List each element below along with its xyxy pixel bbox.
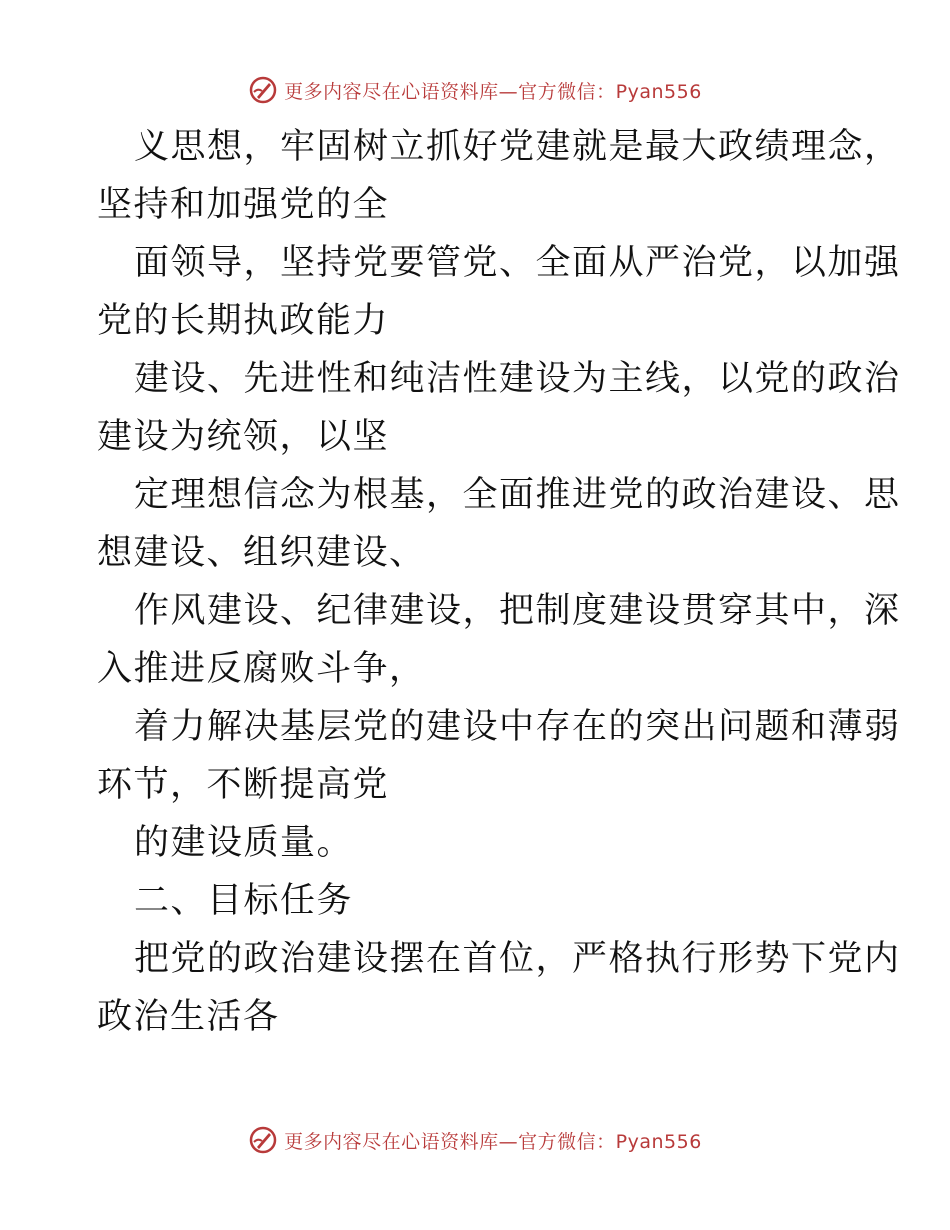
paragraph-line: 面领导，坚持党要管党、全面从严治党，以加强 [134, 243, 901, 283]
quill-circle-icon [248, 1125, 278, 1155]
footer-banner-text: 更多内容尽在心语资料库—官方微信：Pyan556 [284, 1130, 702, 1153]
paragraph [97, 814, 857, 872]
section-heading [97, 872, 857, 930]
paragraph [97, 234, 901, 350]
paragraph-line: 定理想信念为根基，全面推进党的政治建设、思 [134, 475, 901, 515]
paragraph-line: 把党的政治建设摆在首位，严格执行形势下党内 [134, 939, 901, 979]
paragraph [97, 930, 901, 1046]
paragraph-line: 建设、先进性和纯洁性建设为主线，以党的政治 [134, 359, 901, 399]
paragraph [97, 698, 901, 814]
paragraph [97, 118, 901, 234]
quill-circle-icon [248, 75, 278, 105]
paragraph-line: 想建设、组织建设、 [97, 533, 426, 573]
header-banner-text: 更多内容尽在心语资料库—官方微信：Pyan556 [284, 80, 702, 103]
paragraph-line: 义思想，牢固树立抓好党建就是最大政绩理念， [134, 127, 901, 167]
document-body [97, 118, 901, 1046]
footer-banner [0, 1122, 950, 1158]
header-banner [0, 72, 950, 108]
paragraph-line: 作风建设、纪律建设，把制度建设贯穿其中，深 [134, 591, 901, 631]
section-heading-text: 二、目标任务 [134, 881, 354, 921]
paragraph-line: 党的长期执政能力 [97, 301, 390, 341]
paragraph [97, 582, 901, 698]
paragraph-line: 着力解决基层党的建设中存在的突出问题和薄弱 [134, 707, 901, 747]
paragraph-line: 政治生活各 [97, 997, 280, 1037]
paragraph-line: 建设为统领，以坚 [97, 417, 390, 457]
paragraph [97, 350, 901, 466]
paragraph-line: 环节，不断提高党 [97, 765, 390, 805]
paragraph-line: 的建设质量。 [134, 823, 354, 863]
paragraph [97, 466, 901, 582]
paragraph-line: 入推进反腐败斗争， [97, 649, 426, 689]
paragraph-line: 坚持和加强党的全 [97, 185, 390, 225]
